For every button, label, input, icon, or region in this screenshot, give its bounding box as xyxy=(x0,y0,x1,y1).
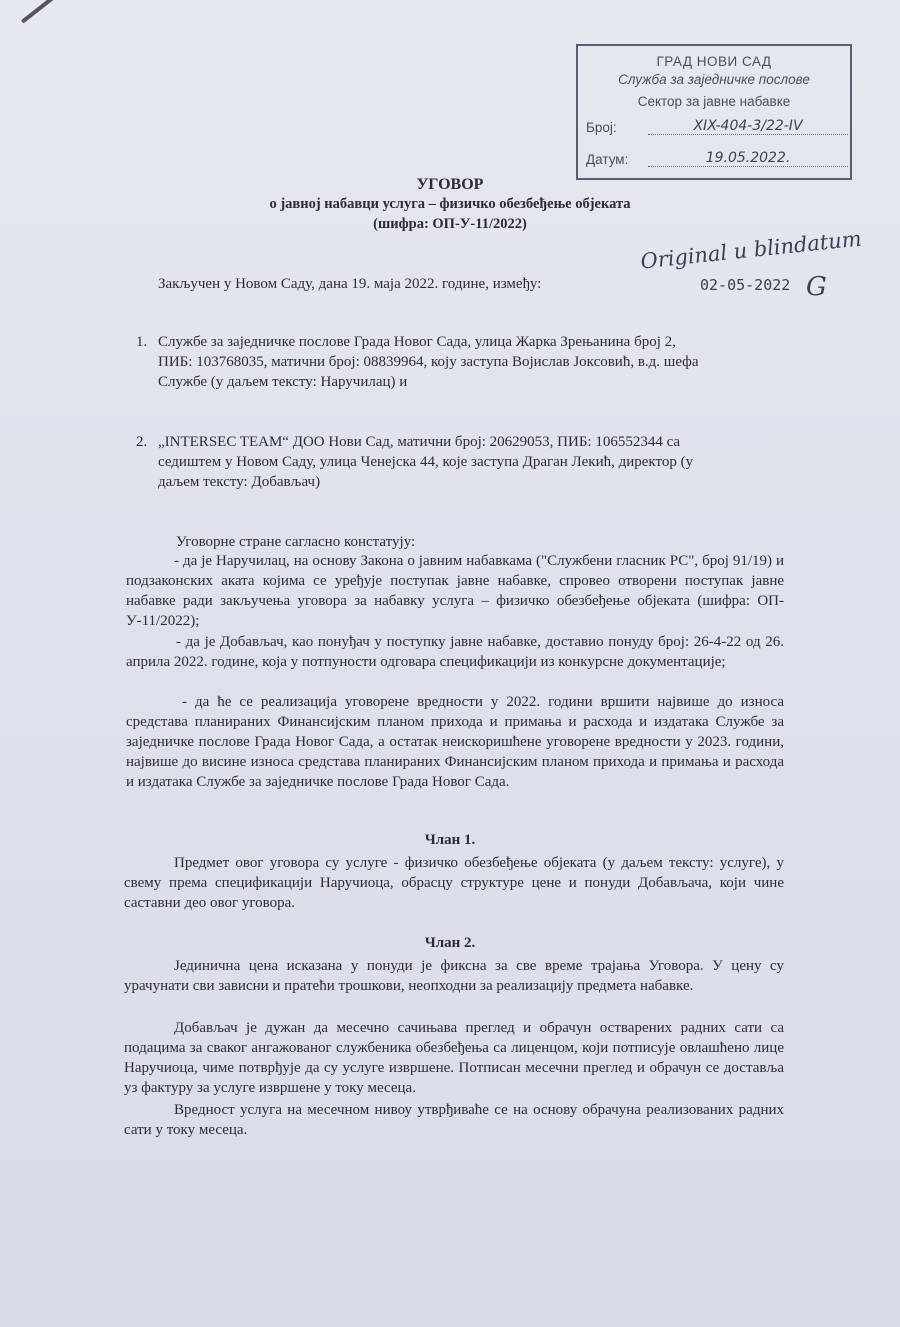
registry-stamp xyxy=(576,44,852,180)
recital-3: - да ће се реализација уговорене вредности у 2022. години вршити највише до износа средстава планираних Финансијским планом прихода и примања и расхода и издатака Службе за заједничке послове Града Новог Сада, а остатак неискоришћене уговорене вредности у 2023. години, највише до висине износа средстава планираних Финансијским планом прихода и примања и расхода и издатака Службе за заједничке послове Града Новог Сада. xyxy=(126,694,784,790)
party-2-line-1: „INTERSEC TEAM“ ДОО Нови Сад, матични број: 20629053, ПИБ: 106552344 са xyxy=(158,434,681,450)
article-2-paragraph-3: Вредност услуга на месечном нивоу утврђиваће се на основу обрачуна реализованих радних сати у току месеца. xyxy=(124,1102,784,1138)
stamp-sector: Сектор за јавне набавке xyxy=(637,94,791,109)
ink-stroke-mark xyxy=(21,0,79,24)
party-2-line-3: даљем тексту: Добављач) xyxy=(158,474,321,490)
document-title: УГОВОР xyxy=(416,176,484,193)
party-1-line-2: ПИБ: 103768035, матични број: 08839964, коју заступа Војислав Јоксовић, в.д. шефа xyxy=(158,354,699,370)
handwritten-date: 02-05-2022 xyxy=(700,276,791,294)
recitals-lead: Уговорне стране сагласно констатују: xyxy=(176,534,416,550)
handwritten-note: Original u blindatum xyxy=(639,226,863,274)
handwritten-initial: G xyxy=(806,272,827,302)
intro-line: Закључен у Новом Саду, дана 19. маја 2022. године, између: xyxy=(158,276,542,292)
party-1-line-3: Службе (у даљем тексту: Наручилац) и xyxy=(158,374,408,390)
article-2-paragraph-2: Добављач је дужан да месечно сачињава преглед и обрачун остварених радних сати са подацима за сваког ангажованог службеника обезбеђења са лиценцом, који потписује овлашћено лице Наручиоца, чиме потврђује да су услуге извршене. Потписан месечни преглед и обрачун се доставља уз фактуру за услуге извршене у току месеца. xyxy=(124,1020,784,1096)
stamp-number-row xyxy=(586,120,842,142)
stamp-org: ГРАД НОВИ САД xyxy=(656,54,772,69)
recital-1: - да је Наручилац, на основу Закона о јавним набавкама ("Службени гласник РС", број 91/19) и подзаконских аката којима се уређује поступак јавне набавке, спровео отворени поступак јавне набавке ради закључења уговора за набавку услуга – физичко обезбеђење објеката (шифра: ОП-У-11/2022); xyxy=(126,553,784,629)
article-1-paragraph: Предмет овог уговора су услуге - физичко обезбеђење објеката (у даљем тексту: услуге), у свему према спецификацији Наручиоца, обрасцу структуре цене и понуди Добављача, који чине саставни део овог уговора. xyxy=(124,855,784,911)
stamp-service: Служба за заједничке послове xyxy=(618,72,810,87)
party-2-number: 2. xyxy=(136,434,148,450)
article-2-heading: Члан 2. xyxy=(424,935,476,951)
stamp-number-label: Број: xyxy=(586,120,617,135)
article-1-heading: Члан 1. xyxy=(424,832,476,848)
document-subtitle: о јавној набавци услуга – физичко обезбеђење објеката xyxy=(269,196,631,212)
recital-2: - да је Добављач, као понуђач у поступку јавне набавке, доставио понуду број: 26-4-22 од 26. априла 2022. године, која у потпуности одговара спецификацији из конкурсне документације; xyxy=(126,634,784,670)
party-1-line-1: Службе за заједничке послове Града Новог Сада, улица Жарка Зрењанина број 2, xyxy=(158,334,676,350)
article-2-paragraph-1: Јединична цена исказана у понуди је фиксна за све време трајања Уговора. У цену су урачунати сви зависни и пратећи трошкови, неопходни за реализацију предмета набавке. xyxy=(124,958,784,994)
stamp-number-value: XIX-404-3/22-IV xyxy=(648,118,848,135)
stamp-date-label: Датум: xyxy=(586,152,629,167)
stamp-date-row xyxy=(586,152,842,174)
party-2-line-2: седиштем у Новом Саду, улица Ченејска 44, које заступа Драган Лекић, директор (у xyxy=(158,454,694,470)
stamp-date-value: 19.05.2022. xyxy=(648,150,848,167)
document-code: (шифра: ОП-У-11/2022) xyxy=(373,216,527,232)
party-1-number: 1. xyxy=(136,334,148,350)
